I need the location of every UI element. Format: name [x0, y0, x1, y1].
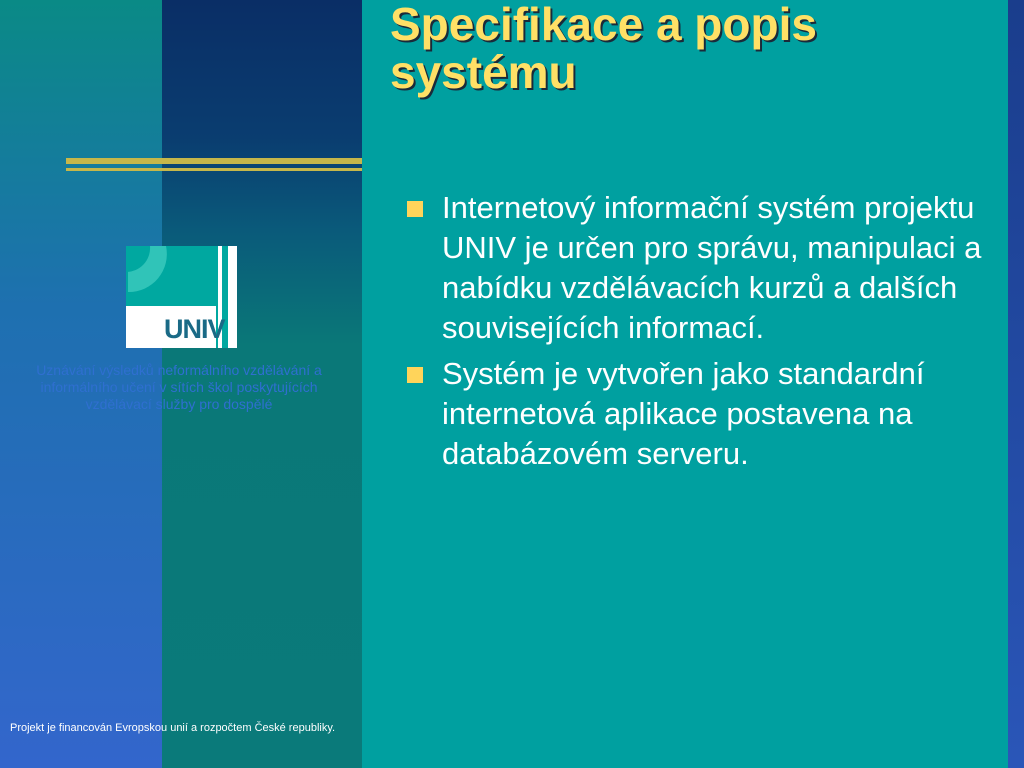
- right-edge-bar: [1008, 0, 1024, 768]
- bullet-item: [405, 354, 995, 474]
- bullet-text: Systém je vytvořen jako standardní internetová aplikace postavena na databázovém serveru.: [442, 356, 925, 471]
- slide-title: [390, 0, 1000, 96]
- gold-divider-thick: [66, 158, 362, 164]
- project-tagline: Uznávání výsledků neformálního vzdělávání a informálního učení v sítích škol poskytujících vzdělávací služby pro dospělé: [36, 362, 322, 412]
- funding-footer: Projekt je financován Evropskou unií a rozpočtem České republiky.: [10, 722, 336, 734]
- bullet-item: [405, 188, 995, 348]
- univ-logo: [126, 246, 237, 348]
- bullet-text: Internetový informační systém projektu UNIV je určen pro správu, manipulaci a nabídku vzdělávacích kurzů a dalších souvisejících informací.: [442, 190, 982, 345]
- logo-text: UNIV: [164, 314, 225, 344]
- slide-title-line-1: Specifikace a popis: [390, 0, 817, 50]
- bullet-list: [405, 188, 995, 480]
- square-bullet-icon: [407, 367, 423, 383]
- square-bullet-icon: [407, 201, 423, 217]
- gold-divider-thin: [66, 168, 362, 171]
- slide-title-line-2: systému: [390, 46, 577, 98]
